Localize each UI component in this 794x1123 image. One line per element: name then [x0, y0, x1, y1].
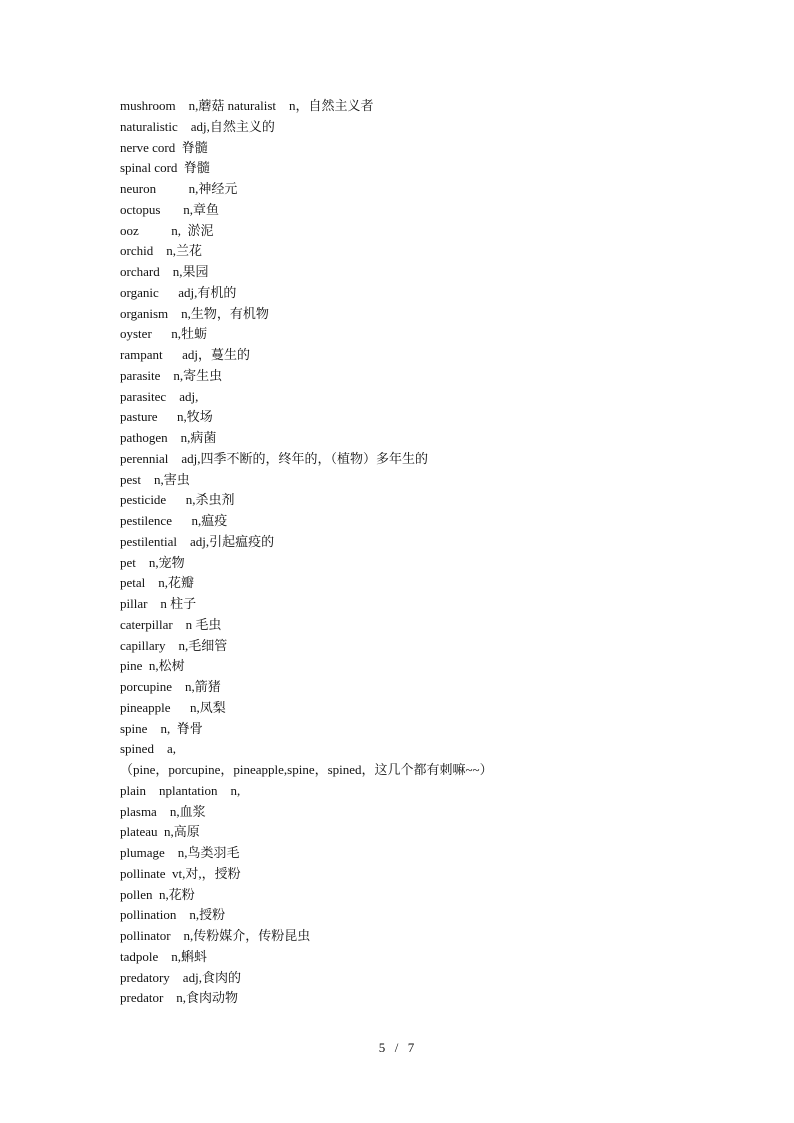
- vocab-entry: mushroom n,蘑菇 naturalist n，自然主义者: [120, 98, 374, 113]
- vocab-note: （pine，porcupine，pineapple,spine，spined，这几个都有刺嘛~~）: [120, 762, 493, 777]
- vocab-entry: tadpole n,蝌蚪: [120, 948, 208, 964]
- vocab-entry: predatory adj,食肉的: [120, 969, 241, 985]
- vocab-entry: ooz n, 淤泥: [120, 222, 214, 238]
- vocab-entry: pathogen n,病菌: [120, 430, 217, 445]
- vocab-entry: oyster n,牡蛎: [120, 326, 208, 342]
- vocab-entry: orchid n,兰花: [120, 243, 202, 259]
- vocab-entry: orchard n,果园: [120, 264, 209, 279]
- vocab-entry: plain nplantation n,: [120, 782, 241, 798]
- vocab-entry: pollination n,授粉: [120, 907, 226, 923]
- vocab-entry: porcupine n,箭猪: [120, 679, 221, 694]
- vocab-entry: spine n, 脊骨: [120, 720, 203, 736]
- vocab-entry: petal n,花瓣: [120, 575, 195, 591]
- vocab-entry: nerve cord 脊髓: [120, 139, 208, 155]
- vocab-entry: octopus n,章鱼: [120, 201, 219, 217]
- vocab-entry: organism n,生物，有机物: [120, 305, 269, 321]
- vocab-entry: pesticide n,杀虫剂: [120, 492, 235, 508]
- vocab-entry: capillary n,毛细管: [120, 637, 228, 653]
- vocab-entry: organic adj,有机的: [120, 284, 237, 300]
- vocab-entry: neuron n,神经元: [120, 181, 238, 196]
- vocab-entry: pollen n,花粉: [120, 886, 195, 902]
- vocab-entry: naturalistic adj,自然主义的: [120, 118, 275, 134]
- vocab-entry: pestilence n,瘟疫: [120, 513, 228, 528]
- vocab-entry: pollinate vt,对,，授粉: [120, 865, 241, 881]
- vocab-entry: rampant adj，蔓生的: [120, 347, 250, 362]
- vocab-entry: parasite n,寄生虫: [120, 367, 223, 383]
- vocab-entry: pollinator n,传粉媒介，传粉昆虫: [120, 928, 311, 943]
- vocabulary-list: [120, 96, 740, 1009]
- vocab-entry: pestilential adj,引起瘟疫的: [120, 533, 275, 549]
- vocab-entry: pasture n,牧场: [120, 409, 213, 425]
- vocab-entry: pet n,宠物: [120, 554, 185, 570]
- vocab-entry: caterpillar n 毛虫: [120, 616, 222, 632]
- vocab-entry: predator n,食肉动物: [120, 990, 239, 1006]
- vocab-entry: plumage n,鸟类羽毛: [120, 845, 240, 860]
- vocab-entry: perennial adj,四季不断的，终年的，（植物）多年生的: [120, 450, 428, 466]
- vocab-entry: spinal cord 脊髓: [120, 160, 210, 176]
- page-number: 5 / 7: [378, 1040, 416, 1055]
- vocab-entry: plateau n,高原: [120, 824, 200, 840]
- vocab-entry: pineapple n,凤梨: [120, 699, 226, 715]
- vocab-entry: pest n,害虫: [120, 471, 190, 487]
- vocab-entry: parasitec adj,: [120, 388, 199, 404]
- vocab-entry: plasma n,血浆: [120, 803, 206, 819]
- vocab-entry: pine n,松树: [120, 658, 185, 674]
- vocab-entry: pillar n 柱子: [120, 596, 197, 611]
- vocab-entry: spined a,: [120, 741, 176, 757]
